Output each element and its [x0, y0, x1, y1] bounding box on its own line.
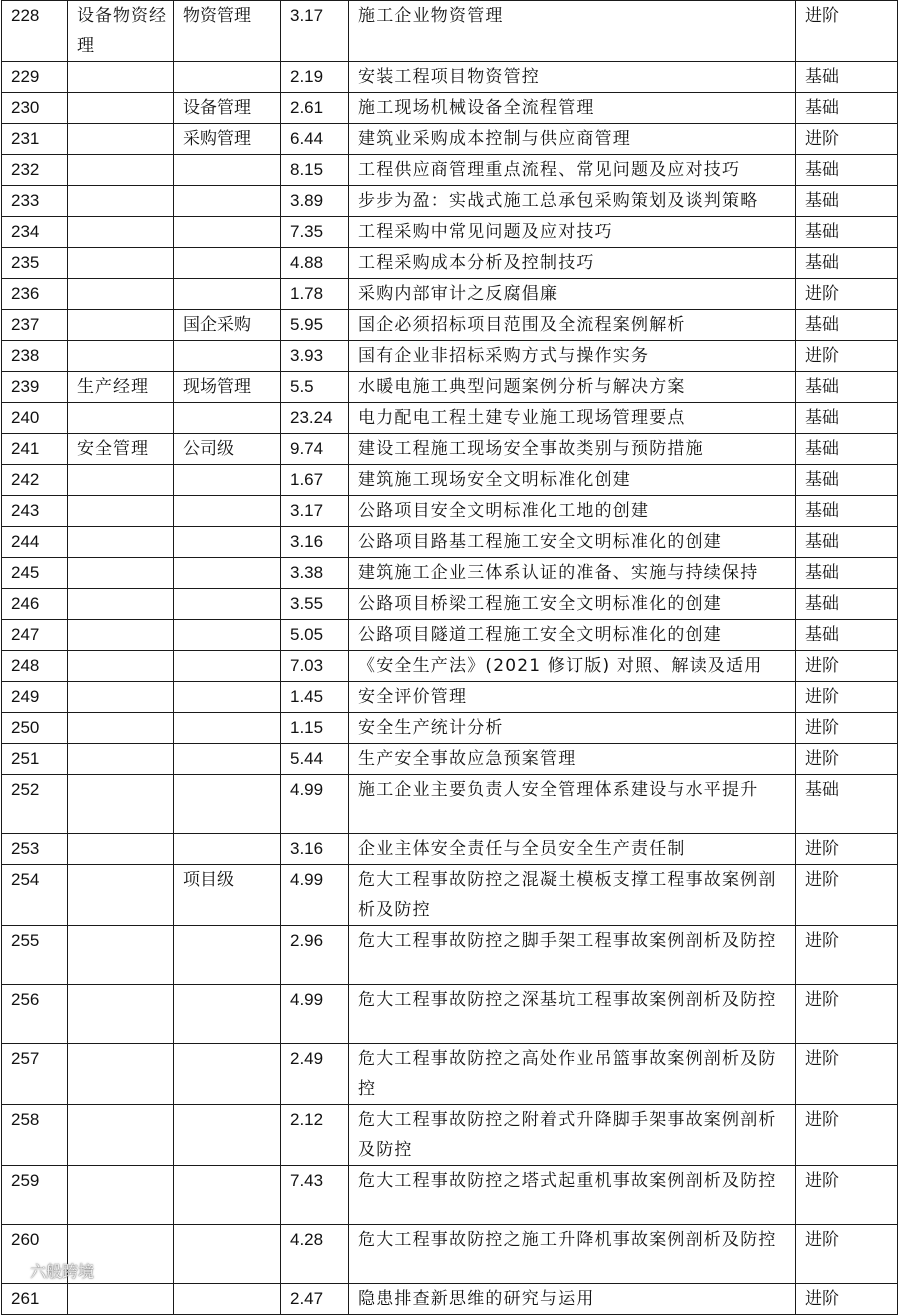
row-category — [174, 926, 281, 985]
row-hours: 2.47 — [281, 1284, 349, 1315]
row-course-title: 建筑施工企业三体系认证的准备、实施与持续保持 — [349, 558, 796, 589]
row-number: 228 — [2, 1, 68, 62]
row-course-title: 安全评价管理 — [349, 682, 796, 713]
row-course-title: 公路项目路基工程施工安全文明标准化的创建 — [349, 527, 796, 558]
table-row — [2, 620, 898, 651]
row-number: 249 — [2, 682, 68, 713]
table-row — [2, 1284, 898, 1315]
table-row — [2, 1044, 898, 1105]
row-level: 进阶 — [796, 1105, 898, 1166]
row-category — [174, 217, 281, 248]
row-role — [68, 279, 174, 310]
row-level: 基础 — [796, 248, 898, 279]
row-level: 基础 — [796, 186, 898, 217]
row-category — [174, 1105, 281, 1166]
row-role — [68, 496, 174, 527]
row-course-title: 危大工程事故防控之附着式升降脚手架事故案例剖析及防控 — [349, 1105, 796, 1166]
row-number: 229 — [2, 62, 68, 93]
row-level: 基础 — [796, 217, 898, 248]
row-course-title: 工程供应商管理重点流程、常见问题及应对技巧 — [349, 155, 796, 186]
row-level: 进阶 — [796, 682, 898, 713]
row-hours: 3.16 — [281, 527, 349, 558]
table-row — [2, 1105, 898, 1166]
table-row — [2, 465, 898, 496]
row-hours: 3.93 — [281, 341, 349, 372]
course-table — [1, 0, 898, 1315]
row-role — [68, 865, 174, 926]
row-category — [174, 834, 281, 865]
row-number: 259 — [2, 1166, 68, 1225]
row-level: 基础 — [796, 620, 898, 651]
row-role — [68, 713, 174, 744]
row-category — [174, 1225, 281, 1284]
table-row — [2, 926, 898, 985]
row-number: 232 — [2, 155, 68, 186]
row-number: 260 — [2, 1225, 68, 1284]
row-hours: 7.43 — [281, 1166, 349, 1225]
row-hours: 3.55 — [281, 589, 349, 620]
row-course-title: 公路项目隧道工程施工安全文明标准化的创建 — [349, 620, 796, 651]
row-role: 设备物资经理 — [68, 1, 174, 62]
row-course-title: 危大工程事故防控之施工升降机事故案例剖析及防控 — [349, 1225, 796, 1284]
row-level: 进阶 — [796, 713, 898, 744]
row-category — [174, 589, 281, 620]
row-course-title: 建筑业采购成本控制与供应商管理 — [349, 124, 796, 155]
row-course-title: 危大工程事故防控之深基坑工程事故案例剖析及防控 — [349, 985, 796, 1044]
row-level: 进阶 — [796, 1166, 898, 1225]
row-level: 进阶 — [796, 834, 898, 865]
row-course-title: 工程采购中常见问题及应对技巧 — [349, 217, 796, 248]
row-role: 安全管理 — [68, 434, 174, 465]
row-role — [68, 217, 174, 248]
row-hours: 2.19 — [281, 62, 349, 93]
row-number: 238 — [2, 341, 68, 372]
row-hours: 3.38 — [281, 558, 349, 589]
row-level: 基础 — [796, 155, 898, 186]
table-row — [2, 403, 898, 434]
row-level: 基础 — [796, 465, 898, 496]
row-hours: 2.12 — [281, 1105, 349, 1166]
row-course-title: 危大工程事故防控之脚手架工程事故案例剖析及防控 — [349, 926, 796, 985]
row-category — [174, 713, 281, 744]
row-category — [174, 279, 281, 310]
row-category: 采购管理 — [174, 124, 281, 155]
row-number: 231 — [2, 124, 68, 155]
row-level: 基础 — [796, 527, 898, 558]
row-hours: 3.17 — [281, 1, 349, 62]
table-row — [2, 985, 898, 1044]
row-level: 进阶 — [796, 1284, 898, 1315]
row-category — [174, 744, 281, 775]
row-category — [174, 403, 281, 434]
row-role — [68, 403, 174, 434]
row-level: 进阶 — [796, 651, 898, 682]
row-number: 251 — [2, 744, 68, 775]
row-level: 基础 — [796, 372, 898, 403]
row-course-title: 企业主体安全责任与全员安全生产责任制 — [349, 834, 796, 865]
row-role — [68, 985, 174, 1044]
row-level: 基础 — [796, 496, 898, 527]
row-role — [68, 341, 174, 372]
table-row — [2, 124, 898, 155]
row-number: 257 — [2, 1044, 68, 1105]
row-hours: 1.78 — [281, 279, 349, 310]
row-category — [174, 651, 281, 682]
row-course-title: 电力配电工程土建专业施工现场管理要点 — [349, 403, 796, 434]
row-role — [68, 155, 174, 186]
row-level: 基础 — [796, 434, 898, 465]
row-category — [174, 155, 281, 186]
row-hours: 23.24 — [281, 403, 349, 434]
row-role — [68, 1044, 174, 1105]
row-hours: 4.88 — [281, 248, 349, 279]
row-number: 234 — [2, 217, 68, 248]
row-level: 基础 — [796, 775, 898, 834]
row-level: 进阶 — [796, 279, 898, 310]
table-row — [2, 775, 898, 834]
row-category — [174, 341, 281, 372]
row-hours: 4.99 — [281, 865, 349, 926]
row-level: 进阶 — [796, 341, 898, 372]
row-course-title: 安全生产统计分析 — [349, 713, 796, 744]
table-row — [2, 93, 898, 124]
row-course-title: 国企必须招标项目范围及全流程案例解析 — [349, 310, 796, 341]
row-course-title: 危大工程事故防控之高处作业吊篮事故案例剖析及防控 — [349, 1044, 796, 1105]
row-role — [68, 248, 174, 279]
row-level: 进阶 — [796, 124, 898, 155]
row-number: 237 — [2, 310, 68, 341]
row-category — [174, 1166, 281, 1225]
row-category — [174, 1284, 281, 1315]
table-row — [2, 434, 898, 465]
row-level: 进阶 — [796, 926, 898, 985]
table-row — [2, 834, 898, 865]
row-role — [68, 620, 174, 651]
row-hours: 4.99 — [281, 985, 349, 1044]
row-number: 243 — [2, 496, 68, 527]
row-number: 246 — [2, 589, 68, 620]
row-number: 236 — [2, 279, 68, 310]
row-course-title: 施工企业物资管理 — [349, 1, 796, 62]
row-hours: 1.45 — [281, 682, 349, 713]
row-course-title: 建设工程施工现场安全事故类别与预防措施 — [349, 434, 796, 465]
row-level: 基础 — [796, 62, 898, 93]
row-level: 基础 — [796, 589, 898, 620]
row-number: 245 — [2, 558, 68, 589]
row-hours: 2.96 — [281, 926, 349, 985]
row-role — [68, 186, 174, 217]
row-course-title: 国有企业非招标采购方式与操作实务 — [349, 341, 796, 372]
row-number: 250 — [2, 713, 68, 744]
table-row — [2, 155, 898, 186]
table-row — [2, 62, 898, 93]
row-level: 进阶 — [796, 1225, 898, 1284]
row-hours: 6.44 — [281, 124, 349, 155]
table-row — [2, 1166, 898, 1225]
table-row — [2, 217, 898, 248]
row-hours: 7.35 — [281, 217, 349, 248]
row-course-title: 采购内部审计之反腐倡廉 — [349, 279, 796, 310]
row-role — [68, 465, 174, 496]
row-course-title: 公路项目桥梁工程施工安全文明标准化的创建 — [349, 589, 796, 620]
row-category — [174, 1044, 281, 1105]
course-table-body — [2, 1, 898, 1315]
row-level: 进阶 — [796, 744, 898, 775]
table-row — [2, 186, 898, 217]
row-category: 公司级 — [174, 434, 281, 465]
row-hours: 5.5 — [281, 372, 349, 403]
row-level: 进阶 — [796, 985, 898, 1044]
row-number: 244 — [2, 527, 68, 558]
row-role — [68, 93, 174, 124]
row-level: 进阶 — [796, 865, 898, 926]
row-category — [174, 496, 281, 527]
row-number: 248 — [2, 651, 68, 682]
row-role: 生产经理 — [68, 372, 174, 403]
table-row — [2, 496, 898, 527]
row-course-title: 公路项目安全文明标准化工地的创建 — [349, 496, 796, 527]
row-role — [68, 527, 174, 558]
row-role — [68, 310, 174, 341]
row-role — [68, 124, 174, 155]
row-number: 261 — [2, 1284, 68, 1315]
row-number: 239 — [2, 372, 68, 403]
row-hours: 8.15 — [281, 155, 349, 186]
table-row — [2, 527, 898, 558]
row-hours: 9.74 — [281, 434, 349, 465]
table-row — [2, 651, 898, 682]
row-role — [68, 62, 174, 93]
row-course-title: 隐患排查新思维的研究与运用 — [349, 1284, 796, 1315]
row-category — [174, 186, 281, 217]
row-course-title: 步步为盈：实战式施工总承包采购策划及谈判策略 — [349, 186, 796, 217]
row-category: 现场管理 — [174, 372, 281, 403]
row-hours: 4.28 — [281, 1225, 349, 1284]
row-category — [174, 558, 281, 589]
row-course-title: 施工现场机械设备全流程管理 — [349, 93, 796, 124]
row-number: 233 — [2, 186, 68, 217]
row-number: 242 — [2, 465, 68, 496]
row-level: 进阶 — [796, 1044, 898, 1105]
table-row — [2, 682, 898, 713]
table-row — [2, 865, 898, 926]
row-hours: 5.95 — [281, 310, 349, 341]
row-number: 258 — [2, 1105, 68, 1166]
row-number: 252 — [2, 775, 68, 834]
row-hours: 5.05 — [281, 620, 349, 651]
row-role — [68, 1166, 174, 1225]
row-course-title: 生产安全事故应急预案管理 — [349, 744, 796, 775]
row-category — [174, 62, 281, 93]
table-row — [2, 248, 898, 279]
table-row — [2, 372, 898, 403]
row-category: 国企采购 — [174, 310, 281, 341]
row-hours: 1.67 — [281, 465, 349, 496]
watermark-text: 六般跨境 — [30, 1261, 95, 1281]
row-hours: 3.89 — [281, 186, 349, 217]
row-course-title: 《安全生产法》(2021 修订版) 对照、解读及适用 — [349, 651, 796, 682]
row-hours: 2.49 — [281, 1044, 349, 1105]
row-level: 基础 — [796, 558, 898, 589]
row-category — [174, 465, 281, 496]
row-number: 240 — [2, 403, 68, 434]
table-row — [2, 1, 898, 62]
table-row — [2, 558, 898, 589]
row-course-title: 水暖电施工典型问题案例分析与解决方案 — [349, 372, 796, 403]
row-role — [68, 558, 174, 589]
row-hours: 3.16 — [281, 834, 349, 865]
row-hours: 5.44 — [281, 744, 349, 775]
table-row — [2, 744, 898, 775]
table-row — [2, 1225, 898, 1284]
row-category — [174, 682, 281, 713]
row-category — [174, 527, 281, 558]
row-course-title: 工程采购成本分析及控制技巧 — [349, 248, 796, 279]
row-role — [68, 1105, 174, 1166]
row-number: 241 — [2, 434, 68, 465]
row-role — [68, 926, 174, 985]
row-role — [68, 1284, 174, 1315]
row-role — [68, 682, 174, 713]
row-course-title: 施工企业主要负责人安全管理体系建设与水平提升 — [349, 775, 796, 834]
row-category: 设备管理 — [174, 93, 281, 124]
row-number: 256 — [2, 985, 68, 1044]
table-row — [2, 589, 898, 620]
row-number: 235 — [2, 248, 68, 279]
row-role — [68, 744, 174, 775]
row-level: 基础 — [796, 403, 898, 434]
table-row — [2, 713, 898, 744]
row-category — [174, 775, 281, 834]
table-row — [2, 279, 898, 310]
row-number: 255 — [2, 926, 68, 985]
row-number: 247 — [2, 620, 68, 651]
row-number: 230 — [2, 93, 68, 124]
row-category — [174, 248, 281, 279]
row-hours: 4.99 — [281, 775, 349, 834]
row-number: 253 — [2, 834, 68, 865]
row-role — [68, 1225, 174, 1284]
row-course-title: 危大工程事故防控之混凝土模板支撑工程事故案例剖析及防控 — [349, 865, 796, 926]
row-role — [68, 589, 174, 620]
row-hours: 3.17 — [281, 496, 349, 527]
row-level: 进阶 — [796, 1, 898, 62]
row-category — [174, 620, 281, 651]
row-category: 项目级 — [174, 865, 281, 926]
row-hours: 7.03 — [281, 651, 349, 682]
row-role — [68, 775, 174, 834]
row-role — [68, 834, 174, 865]
table-row — [2, 310, 898, 341]
row-course-title: 安装工程项目物资管控 — [349, 62, 796, 93]
row-course-title: 危大工程事故防控之塔式起重机事故案例剖析及防控 — [349, 1166, 796, 1225]
row-number: 254 — [2, 865, 68, 926]
row-level: 基础 — [796, 93, 898, 124]
row-level: 基础 — [796, 310, 898, 341]
row-hours: 2.61 — [281, 93, 349, 124]
row-category: 物资管理 — [174, 1, 281, 62]
row-course-title: 建筑施工现场安全文明标准化创建 — [349, 465, 796, 496]
row-category — [174, 985, 281, 1044]
row-role — [68, 651, 174, 682]
row-hours: 1.15 — [281, 713, 349, 744]
table-row — [2, 341, 898, 372]
